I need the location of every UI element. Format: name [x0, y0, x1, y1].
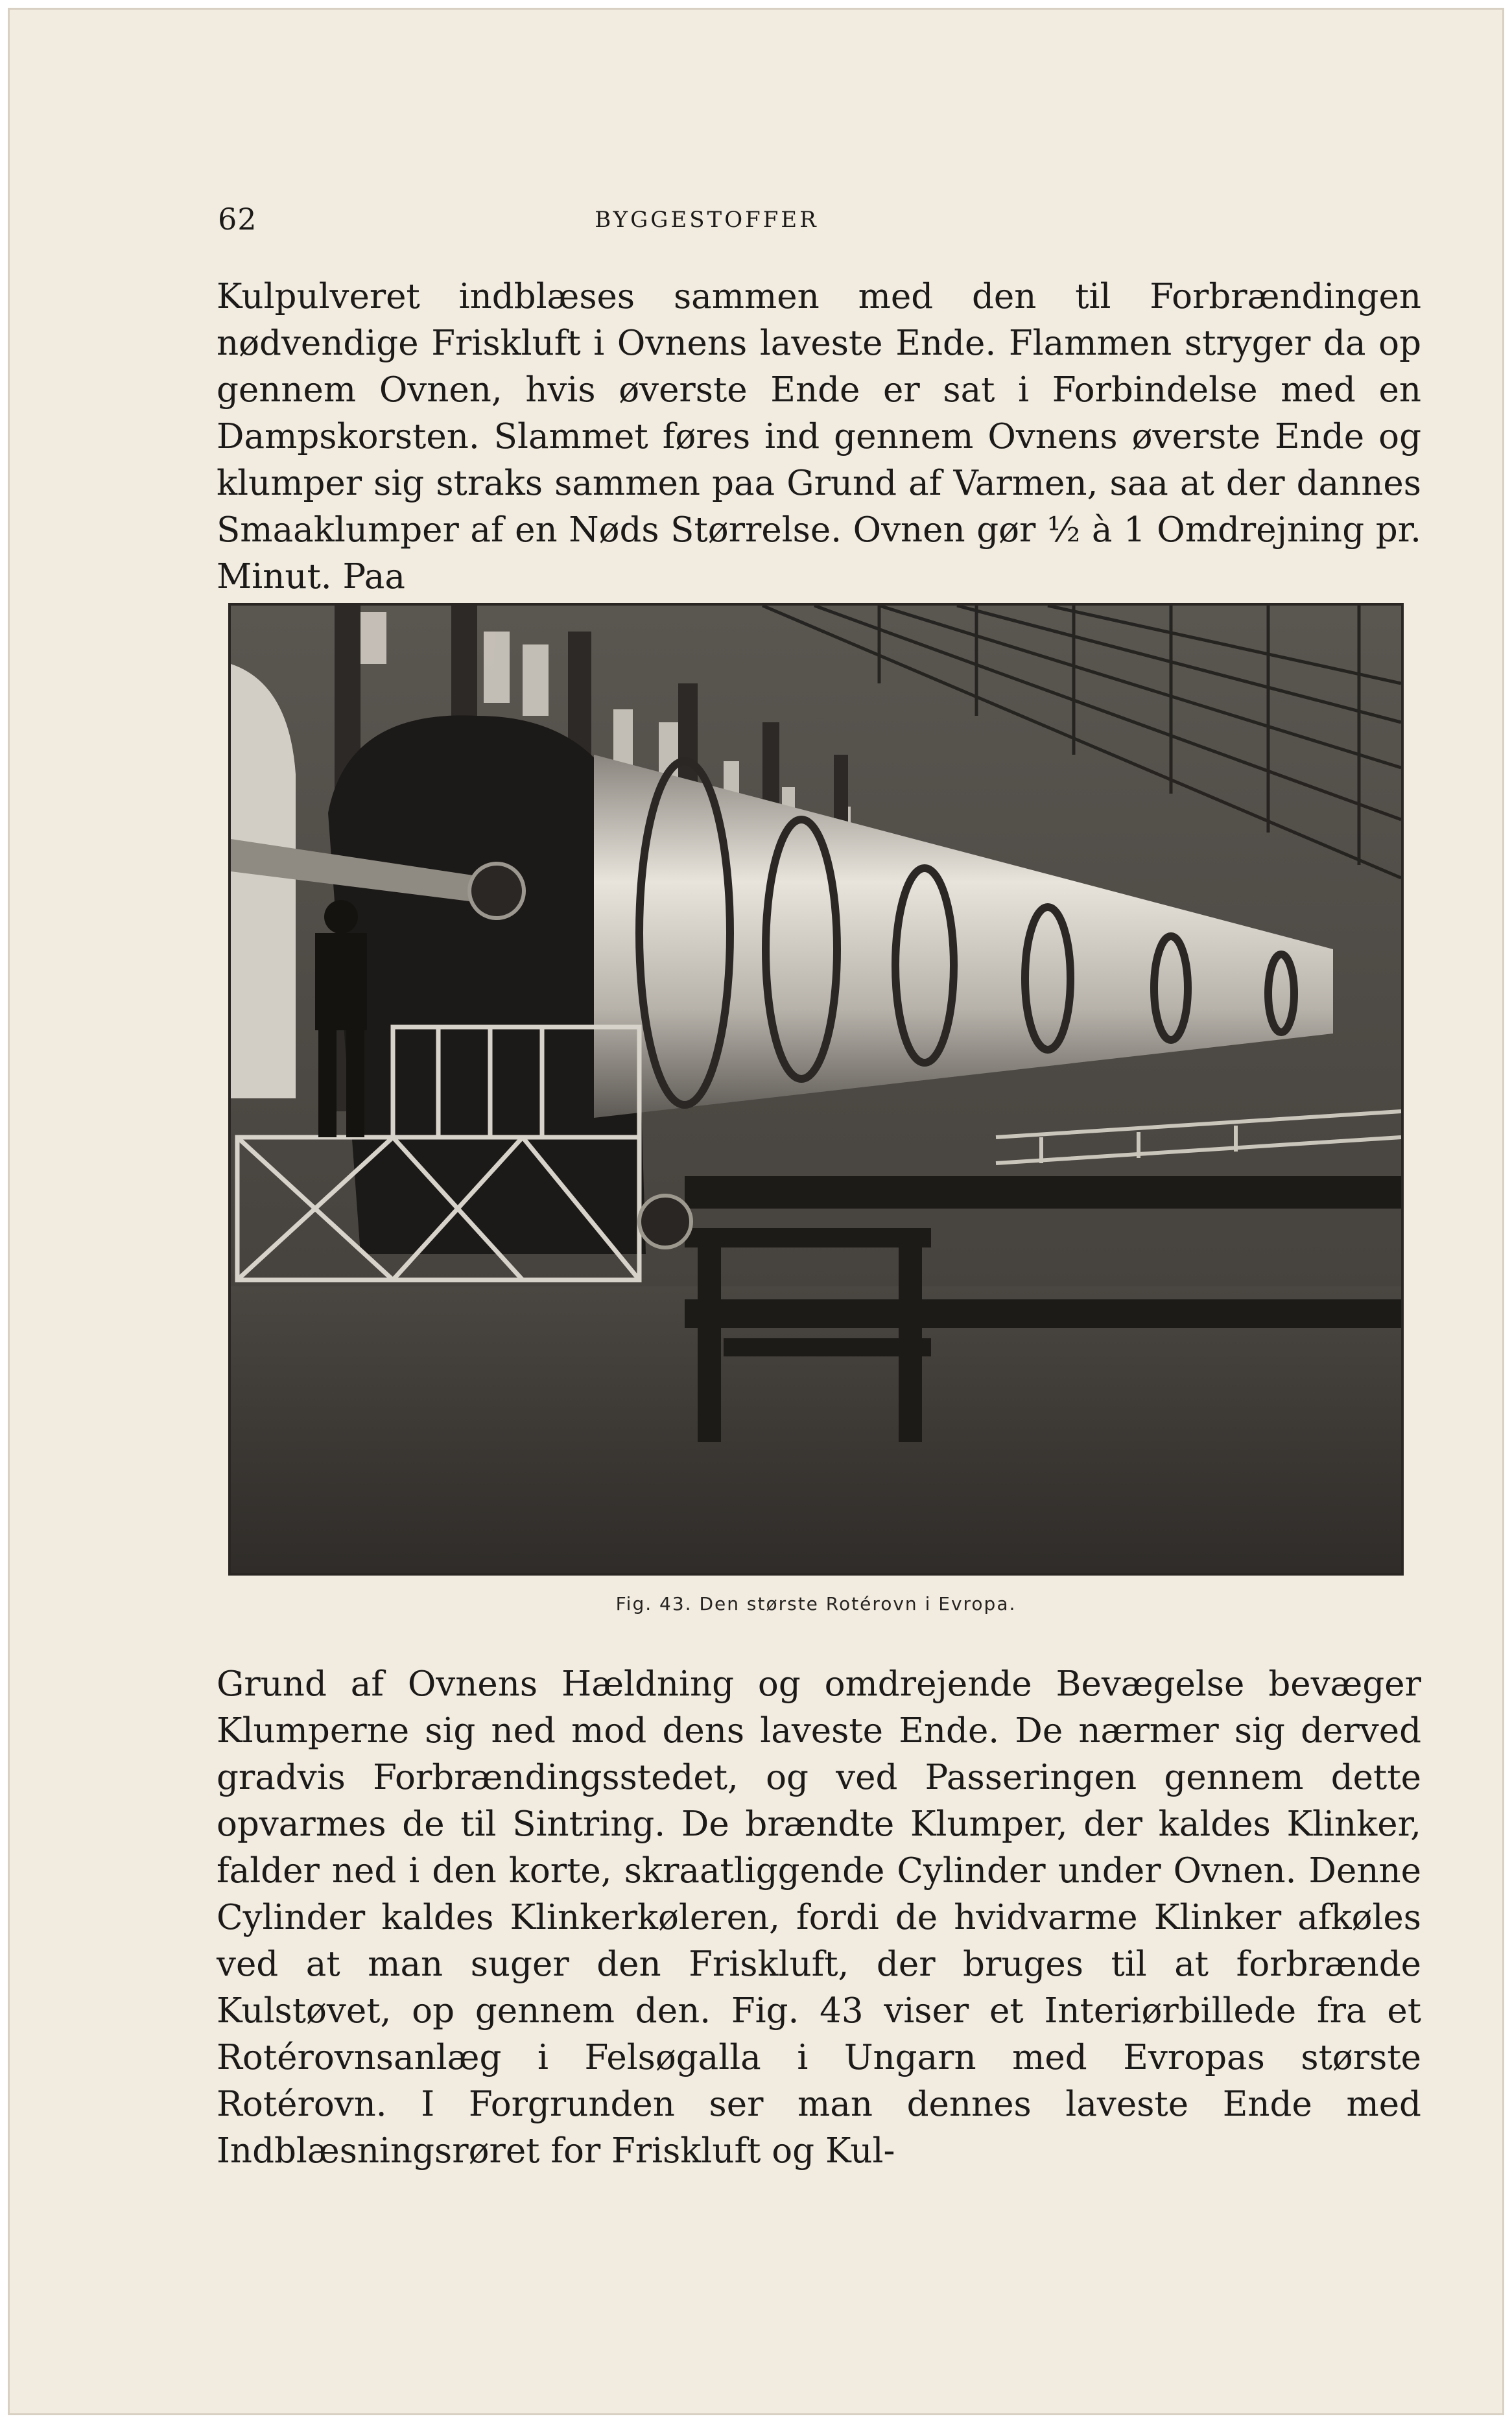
figure-caption: Fig. 43. Den største Rotérovn i Evropa. [615, 1593, 1017, 1614]
running-title: BYGGESTOFFER [595, 207, 819, 233]
paragraph-top: Kulpulveret indblæses sammen med den til Forbrændingen nødvendige Friskluft i Ovnens laveste Ende. Flammen stryger da op gennem Ovnen, hvis øverste Ende er sat i Forbindelse med en Dampskorsten. Slammet føres ind gennem Ovnens øverste Ende og klumper sig straks sammen paa Grund af Varmen, saa at der dannes Smaaklumper af en Nøds Størrelse. Ovnen gør ½ à 1 Omdrejning pr. Minut. Paa [217, 277, 1421, 597]
photo-rotary-kiln-illustration [231, 606, 1401, 1573]
figure-rotary-kiln-photo [228, 603, 1404, 1576]
running-head [214, 200, 1420, 239]
paragraph-bottom: Grund af Ovnens Hældning og omdrejende Bevægelse bevæger Klumperne sig ned mod dens laveste Ende. De nærmer sig derved gradvis Forbrændingsstedet, og ved Passeringen gennem dette opvarmes de til Sintring. De brændte Klumper, der kaldes Klinker, falder ned i den korte, skraatliggende Cylinder under Ovnen. Denne Cylinder kaldes Klinkerkøleren, fordi de hvidvarme Klinker afkøles ved at man suger den Friskluft, der bruges til at forbrænde Kulstøvet, op gennem den. Fig. 43 viser et Interiørbillede fra et Rotérovnsanlæg i Felsøgalla i Ungarn med Evropas største Rotérovn. I Forgrunden ser man dennes laveste Ende med Indblæsningsrøret for Friskluft og Kul- [217, 1664, 1421, 2171]
page-number: 62 [218, 202, 257, 237]
book-page [8, 8, 1504, 2415]
